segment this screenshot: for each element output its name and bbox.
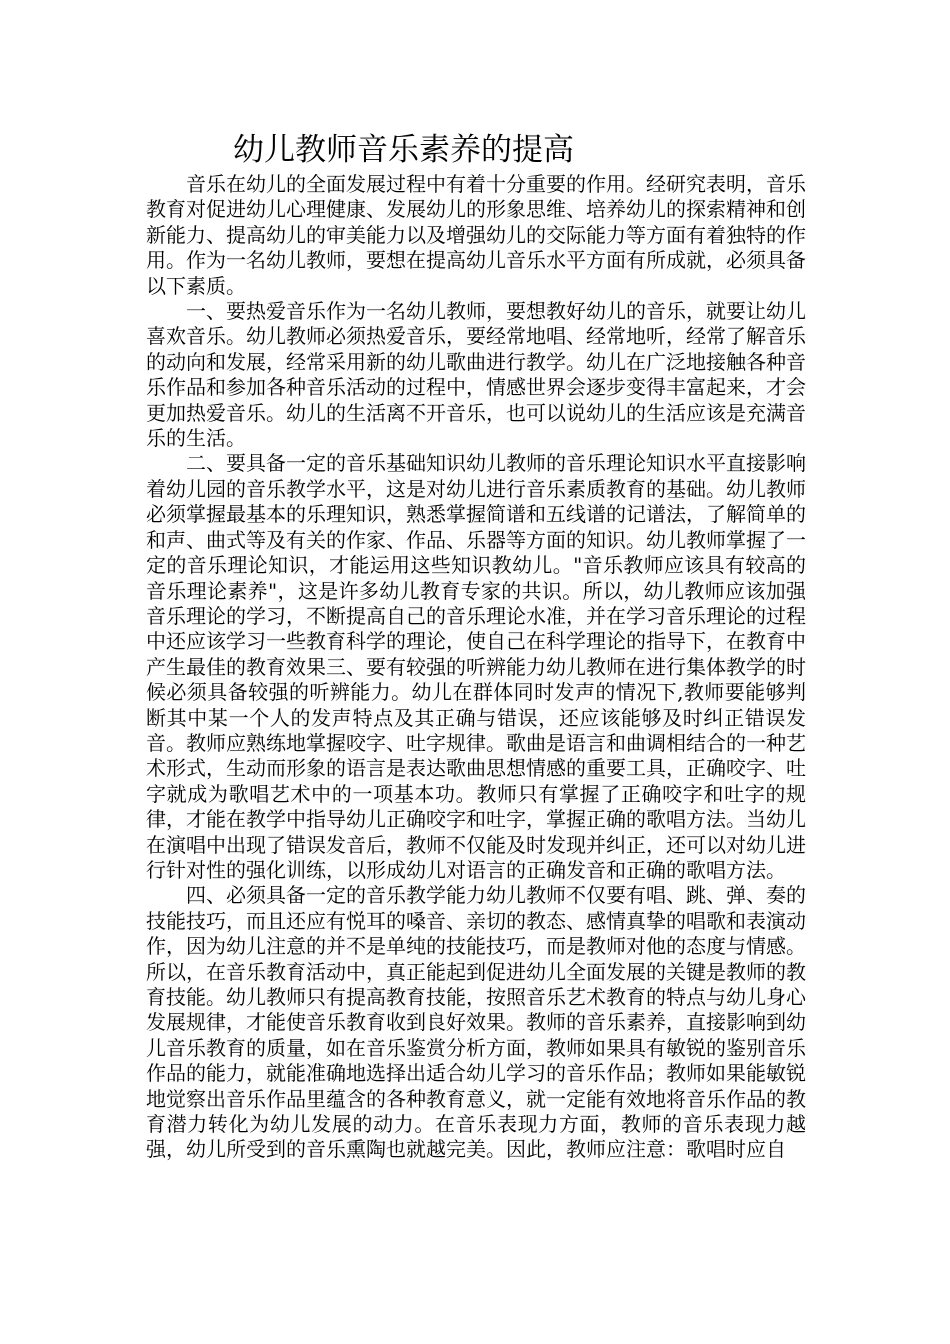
paragraph-intro: 音乐在幼儿的全面发展过程中有着十分重要的作用。经研究表明，音乐教育对促进幼儿心理健康、发展幼儿的形象思维、培养幼儿的探索精神和创新能力、提高幼儿的审美能力以及增强幼儿的交际能力等方面有着独特的作用。作为一名幼儿教师，要想在提高幼儿音乐水平方面有所成就，必须具备以下素质。 xyxy=(146,172,806,298)
paragraph-section-1: 一、要热爱音乐作为一名幼儿教师，要想教好幼儿的音乐，就要让幼儿喜欢音乐。幼儿教师必须热爱音乐，要经常地唱、经常地听，经常了解音乐的动向和发展，经常采用新的幼儿歌曲进行教学。幼儿在广泛地接触各种音乐作品和参加各种音乐活动的过程中，情感世界会逐步变得丰富起来，才会更加热爱音乐。幼儿的生活离不开音乐，也可以说幼儿的生活应该是充满音乐的生活。 xyxy=(146,299,806,451)
paragraph-section-2-3: 二、要具备一定的音乐基础知识幼儿教师的音乐理论知识水平直接影响着幼儿园的音乐教学水平，这是对幼儿进行音乐素质教育的基础。幼儿教师必须掌握最基本的乐理知识，熟悉掌握简谱和五线谱的记谱法，了解简单的和声、曲式等及有关的作家、作品、乐器等方面的知识。幼儿教师掌握了一定的音乐理论知识，才能运用这些知识教幼儿。"音乐教师应该具有较高的音乐理论素养"，这是许多幼儿教育专家的共识。所以，幼儿教师应该加强音乐理论的学习，不断提高自己的音乐理论水准，并在学习音乐理论的过程中还应该学习一些教育科学的理论，使自己在科学理论的指导下，在教育中产生最佳的教育效果三、要有较强的听辨能力幼儿教师在进行集体教学的时候必须具备较强的听辨能力。幼儿在群体同时发声的情况下,教师要能够判断其中某一个人的发声特点及其正确与错误，还应该能够及时纠正错误发音。教师应熟练地掌握咬字、吐字规律。歌曲是语言和曲调相结合的一种艺术形式，生动而形象的语言是表达歌曲思想情感的重要工具，正确咬字、吐字就成为歌唱艺术中的一项基本功。教师只有掌握了正确咬字和吐字的规律，才能在教学中指导幼儿正确咬字和吐字，掌握正确的歌唱方法。当幼儿在演唱中出现了错误发音后，教师不仅能及时发现并纠正，还可以对幼儿进行针对性的强化训练，以形成幼儿对语言的正确发音和正确的歌唱方法。 xyxy=(146,451,806,882)
document-body xyxy=(146,172,806,1163)
document-title: 幼儿教师音乐素养的提高 xyxy=(233,132,574,168)
paragraph-section-4: 四、必须具备一定的音乐教学能力幼儿教师不仅要有唱、跳、弹、奏的技能技巧，而且还应有悦耳的嗓音、亲切的教态、感情真挚的唱歌和表演动作，因为幼儿注意的并不是单纯的技能技巧，而是教师对他的态度与情感。所以，在音乐教育活动中，真正能起到促进幼儿全面发展的关键是教师的教育技能。幼儿教师只有提高教育技能，按照音乐艺术教育的特点与幼儿身心发展规律，才能使音乐教育收到良好效果。教师的音乐素养，直接影响到幼儿音乐教育的质量，如在音乐鉴赏分析方面，教师如果具有敏锐的鉴别音乐作品的能力，就能准确地选择出适合幼儿学习的音乐作品；教师如果能敏锐地觉察出音乐作品里蕴含的各种教育意义，就一定能有效地将音乐作品的教育潜力转化为幼儿发展的动力。在音乐表现力方面，教师的音乐表现力越强，幼儿所受到的音乐熏陶也就越完美。因此，教师应注意：歌唱时应自 xyxy=(146,883,806,1162)
